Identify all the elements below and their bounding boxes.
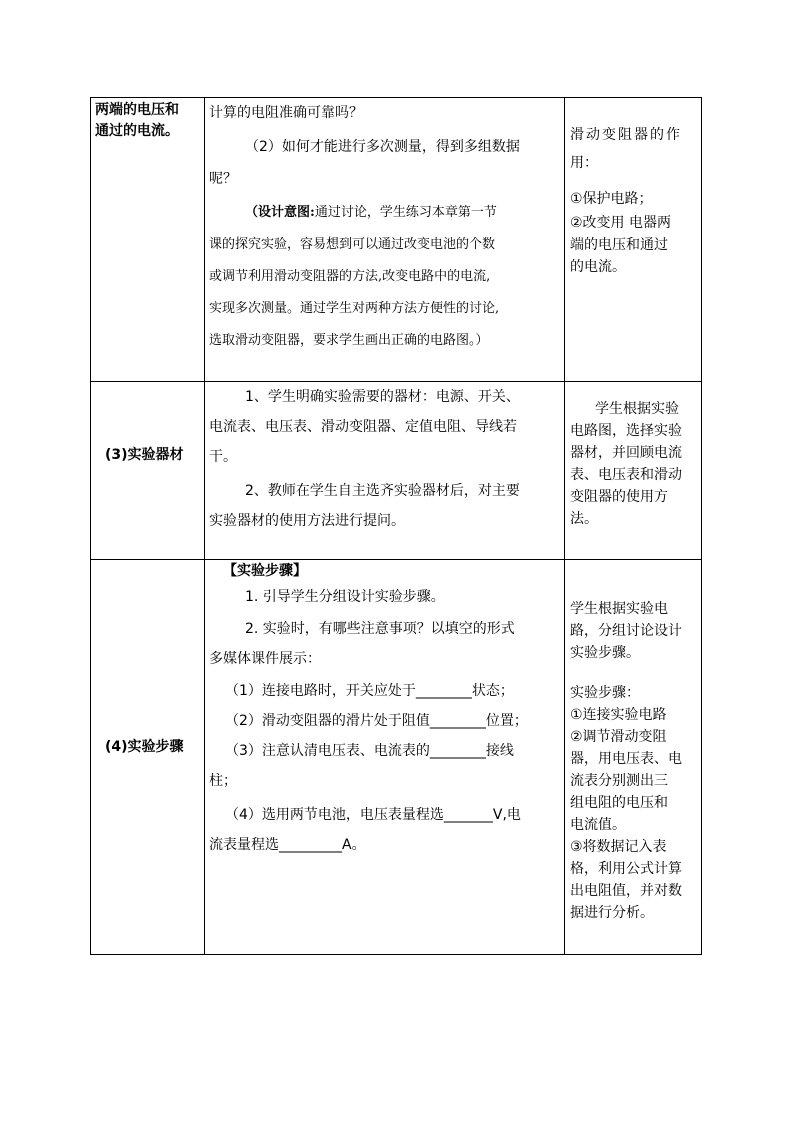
text-line: 据进行分析。 bbox=[570, 905, 654, 921]
section-heading: 【实验步骤】 bbox=[223, 563, 307, 579]
text-line: 法。 bbox=[570, 511, 598, 527]
design-intent-line: 或调节利用滑动变阻器的方法,改变电路中的电流, bbox=[209, 269, 491, 284]
text-line: 表、电压表和滑动 bbox=[570, 467, 682, 483]
row-topic-cell bbox=[91, 560, 205, 954]
text-line: 流表分别测出三 bbox=[570, 773, 668, 789]
text-line: 1. 引导学生分组设计实验步骤。 bbox=[245, 589, 445, 605]
text-line: ②调节滑动变阻 bbox=[570, 729, 667, 745]
text-line: 的电流。 bbox=[570, 259, 626, 275]
text-line: 计算的电阻准确可靠吗？ bbox=[209, 105, 363, 121]
text-line: 出电阻值，并对数 bbox=[570, 883, 682, 899]
text-line: 器材，并回顾电流 bbox=[570, 445, 682, 461]
text-line: 端的电压和通过 bbox=[570, 237, 668, 253]
topic-line: 通过的电流。 bbox=[95, 123, 179, 139]
text-line: 学生根据实验电 bbox=[570, 601, 668, 617]
teacher-activity-cell bbox=[205, 98, 565, 381]
text-line: ①连接实验电路 bbox=[570, 707, 667, 723]
text-line: 1、学生明确实验需要的器材：电源、开关、 bbox=[245, 389, 520, 405]
text-line: 路，分组讨论设计 bbox=[570, 623, 682, 639]
text-line: ①保护电路； bbox=[570, 191, 653, 207]
student-activity-cell bbox=[565, 98, 701, 381]
table-row bbox=[91, 382, 701, 560]
topic-line: 两端的电压和 bbox=[95, 102, 179, 118]
topic-label: (4)实验步骤 bbox=[105, 739, 184, 755]
table-row bbox=[91, 560, 701, 954]
text-line: 柱； bbox=[209, 773, 237, 789]
fill-blank-line: 流表量程选_________A。 bbox=[209, 837, 366, 853]
text-line: 多媒体课件展示： bbox=[209, 651, 321, 667]
fill-blank-line: （1）连接电路时，开关应处于________状态； bbox=[225, 683, 514, 699]
design-intent-line: 课的探究实验，容易想到可以通过改变电池的个数 bbox=[209, 237, 496, 252]
lesson-table bbox=[90, 97, 702, 955]
design-intent-line: （设计意图:通过讨论，学生练习本章第一节 bbox=[245, 205, 497, 220]
text-line: 学生根据实验 bbox=[595, 401, 679, 417]
text-line: 电流表、电压表、滑动变阻器、定值电阻、导线若 bbox=[209, 419, 517, 435]
text-line: 实验步骤： bbox=[570, 685, 640, 701]
topic-label: (3)实验器材 bbox=[105, 447, 184, 463]
teacher-activity-cell bbox=[205, 382, 565, 559]
text-line: 实验步骤。 bbox=[570, 645, 640, 661]
fill-blank-line: （3）注意认清电压表、电流表的________接线 bbox=[225, 743, 514, 759]
text-line: 实验器材的使用方法进行提问。 bbox=[209, 513, 405, 529]
text-line: 电路图，选择实验 bbox=[570, 423, 682, 439]
table-row bbox=[91, 98, 701, 382]
row-topic-cell bbox=[91, 98, 205, 381]
text-line: 格，利用公式计算 bbox=[570, 861, 682, 877]
fill-blank-line: （2）滑动变阻器的滑片处于阻值________位置； bbox=[225, 713, 528, 729]
text-line: 器，用电压表、电 bbox=[570, 751, 682, 767]
text-line: ②改变用 电器两 bbox=[570, 215, 672, 231]
text-line: 组电阻的电压和 bbox=[570, 795, 668, 811]
design-intent-line: 实现多次测量。通过学生对两种方法方便性的讨论, bbox=[209, 301, 500, 316]
student-activity-cell bbox=[565, 560, 701, 954]
text-line: 干。 bbox=[209, 449, 237, 465]
teacher-activity-cell bbox=[205, 560, 565, 954]
design-intent-label: （设计意图: bbox=[245, 205, 315, 220]
text-line: 变阻器的使用方 bbox=[570, 489, 668, 505]
text-line: ③将数据记入表 bbox=[570, 839, 667, 855]
design-intent-line: 选取滑动变阻器，要求学生画出正确的电路图。） bbox=[209, 333, 489, 348]
text-line: 2、教师在学生自主选齐实验器材后，对主要 bbox=[245, 483, 520, 499]
student-activity-cell bbox=[565, 382, 701, 559]
text-line: （2）如何才能进行多次测量，得到多组数据 bbox=[245, 139, 520, 155]
text-line: 2. 实验时，有哪些注意事项？以填空的形式 bbox=[245, 621, 515, 637]
fill-blank-line: （4）选用两节电池，电压表量程选_______V,电 bbox=[225, 807, 521, 823]
text-line: 呢？ bbox=[209, 171, 237, 187]
row-topic-cell bbox=[91, 382, 205, 559]
text-line: 电流值。 bbox=[570, 817, 626, 833]
text-line: 滑动变阻器的作 bbox=[570, 127, 682, 143]
text-line: 用： bbox=[570, 155, 598, 171]
